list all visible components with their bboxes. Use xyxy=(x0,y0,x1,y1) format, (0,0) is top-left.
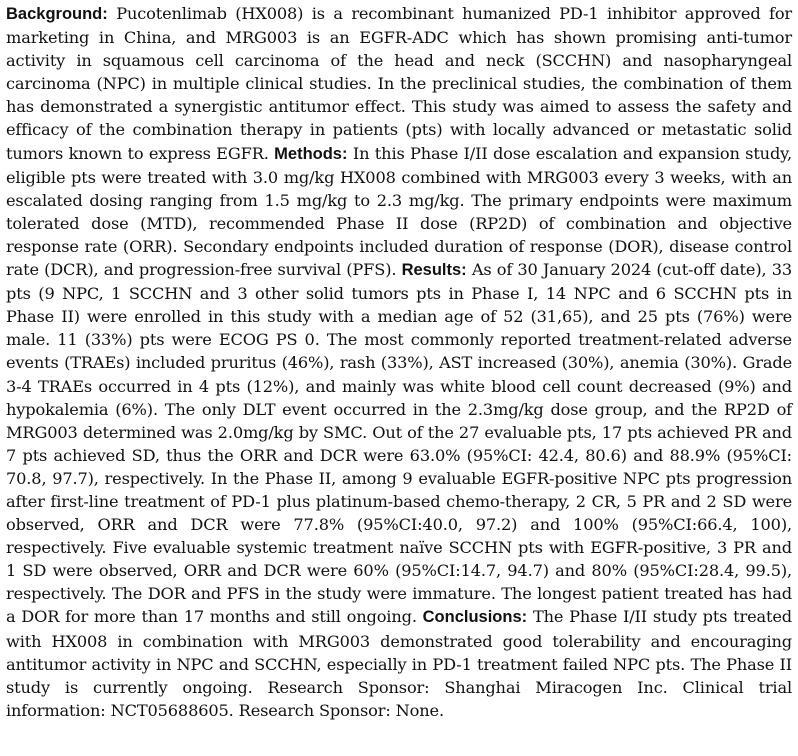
conclusions-text: The Phase I/II study pts treated with HX008 in combination with MRG003 demonstrated good tolerability and encouraging antitumor activity in NPC and SCCHN, especially in PD-1 treatment failed NPC pts. The Phase II study is currently ongoing. Research Sponsor: Shanghai Miracogen Inc. Clinical trial information: NCT05688605. Research Sponsor: None. xyxy=(6,607,792,720)
background-text: Pucotenlimab (HX008) is a recombinant humanized PD-1 inhibitor approved for marketing in China, and MRG003 is an EGFR-ADC which has shown promising anti-tumor activity in squamous cell carcinoma of the head and neck (SCCHN) and nasopharyngeal carcinoma (NPC) in multiple clinical studies. In the preclinical studies, the combination of them has demonstrated a synergistic antitumor effect. This study was aimed to assess the safety and efficacy of the combination therapy in patients (pts) with locally advanced or metastatic solid tumors known to express EGFR. xyxy=(6,4,793,163)
methods-text: In this Phase I/II dose escalation and expansion study, eligible pts were treated with 3.0 mg/kg HX008 combined with MRG003 every 3 weeks, with an escalated dosing ranging from 1.5 mg/kg to 2.3 mg/kg. The primary endpoints were maximum tolerated dose (MTD), recommended Phase II dose (RP2D) of combination and objective response rate (ORR). Secondary endpoints included duration of response (DOR), disease control rate (DCR), and progression-free survival (PFS). xyxy=(6,143,793,280)
conclusions-heading: Conclusions: xyxy=(422,608,528,627)
results-text: As of 30 January 2024 (cut-off date), 33 pts (9 NPC, 1 SCCHN and 3 other solid tumors pts in Phase I, 14 NPC and 6 SCCHN pts in Phase II) were enrolled in this study with a median age of 52 (31,65), and 25 pts (76%) were male. 11 (33%) pts were ECOG PS 0. The most commonly reported treatment-related adverse events (TRAEs) included pruritus (46%), rash (33%), AST increased (30%), anemia (30%). Grade 3-4 TRAEs occurred in 4 pts (12%), and mainly was white blood cell count decreased (9%) and hypokalemia (6%). The only DLT event occurred in the 2.3mg/kg dose group, and the RP2D of MRG003 determined was 2.0mg/kg by SMC. Out of the 27 evaluable pts, 17 pts achieved PR and 7 pts achieved SD, thus the ORR and DCR were 63.0% (95%CI: 42.4, 80.6) and 88.9% (95%CI: 70.8, 97.7), respectively. In the Phase II, among 9 evaluable EGFR-positive NPC pts progression after first-line treatment of PD-1 plus platinum-based chemo-therapy, 2 CR, 5 PR and 2 SD were observed, ORR and DCR were 77.8% (95%CI:40.0, 97.2) and 100% (95%CI:66.4, 100), respectively. Five evaluable systemic treatment naïve SCCHN pts with EGFR-positive, 3 PR and 1 SD were observed, ORR and DCR were 60% (95%CI:14.7, 94.7) and 80% (95%CI:28.4, 99.5), respectively. The DOR and PFS in the study were immature. The longest patient treated has had a DOR for more than 17 months and still ongoing. xyxy=(6,260,792,627)
methods-heading: Methods: xyxy=(274,144,348,163)
background-heading: Background: xyxy=(6,5,108,23)
results-heading: Results: xyxy=(401,261,467,280)
